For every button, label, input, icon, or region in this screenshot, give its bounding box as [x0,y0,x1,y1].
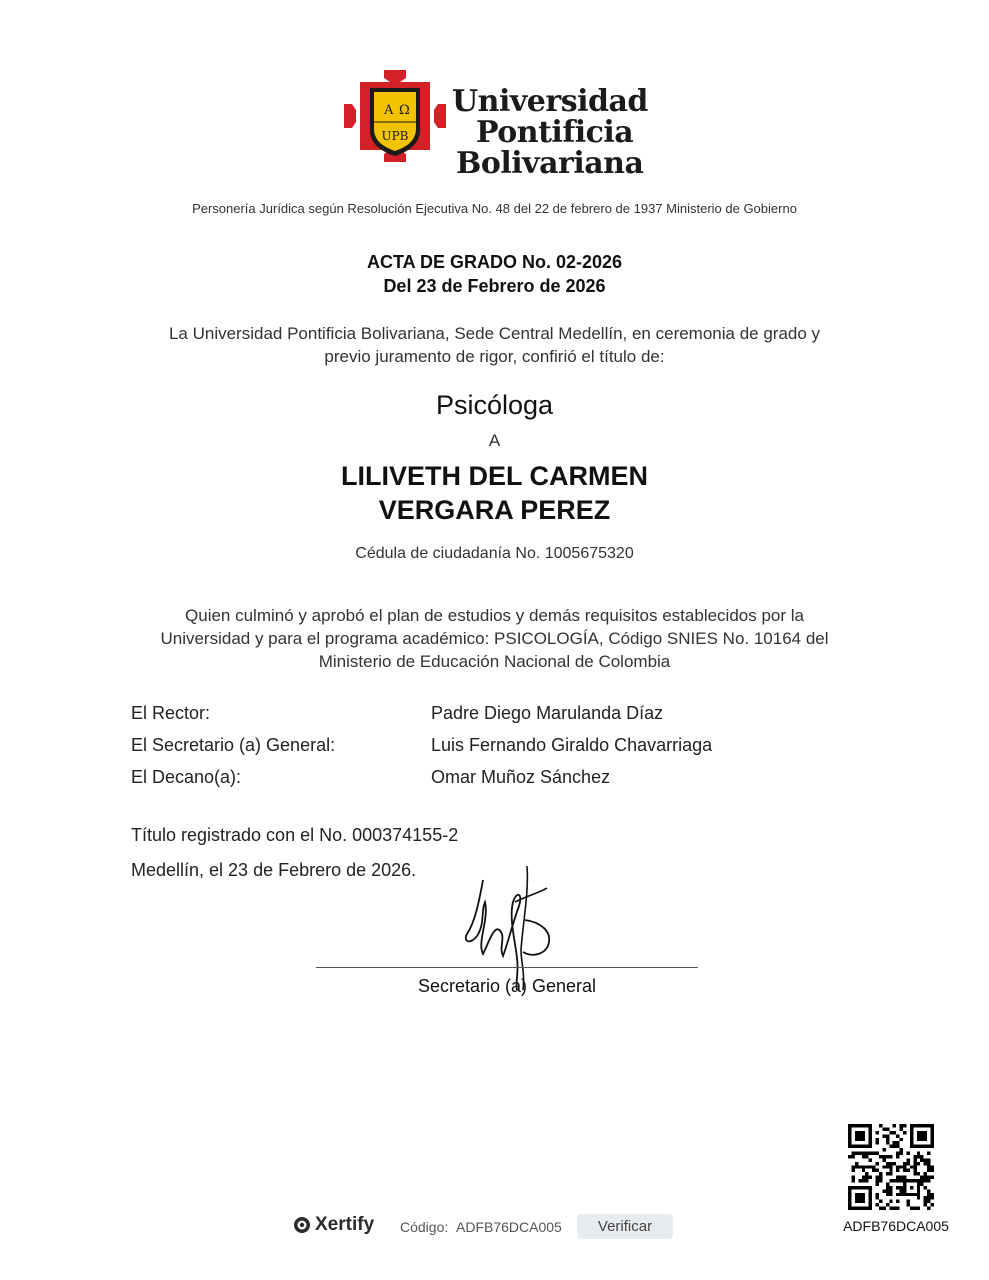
xertify-icon [293,1216,311,1234]
code-label: Código: [400,1219,449,1235]
logo-line-2: Pontificia [476,115,634,150]
program-text-line-1: Quien culminó y aprobó el plan de estudios y demás requisitos establecidos por la [185,606,804,625]
signature-line [316,967,698,968]
verify-button[interactable]: Verificar [577,1214,673,1239]
degree-title: Psicóloga [435,390,554,420]
signature-caption: Secretario (a) General [417,976,597,996]
logo-line-3: Bolivariana [456,146,644,181]
emblem-omega: Ω [399,103,410,118]
official-name-rector: Padre Diego Marulanda Díaz [431,703,664,723]
emblem-initials: UPB [381,129,409,143]
intro-line-1: La Universidad Pontificia Bolivariana, Sede Central Medellín, en ceremonia de grado y [168,324,821,343]
xertify-logo [293,1214,374,1236]
graduate-name-line-1: LILIVETH DEL CARMEN [340,461,648,491]
xertify-brand: Xertify [315,1214,375,1235]
code-value: ADFB76DCA005 [456,1219,562,1235]
to-letter: A [488,431,501,450]
university-emblem-icon [344,70,446,162]
intro-line-2: previo juramento de rigor, confirió el título de: [324,347,665,366]
official-role-dean: El Decano(a): [131,767,242,787]
official-name-dean: Omar Muñoz Sánchez [431,767,611,787]
official-role-rector: El Rector: [131,703,211,723]
program-text-line-3: Ministerio de Educación Nacional de Colombia [318,652,671,671]
logo-line-1: Universidad [452,84,648,119]
qr-code[interactable] [848,1124,934,1210]
acta-date: Del 23 de Febrero de 2026 [383,276,606,296]
graduate-id: Cédula de ciudadanía No. 1005675320 [355,545,634,562]
registration-number: Título registrado con el No. 000374155-2 [131,825,459,845]
qr-code-text: ADFB76DCA005 [843,1218,949,1234]
handwritten-signature [455,862,565,992]
legal-notice: Personería Jurídica según Resolución Ejecutiva No. 48 del 22 de febrero de 1937 Ministerio de Gobierno [192,201,797,216]
official-name-secretary: Luis Fernando Giraldo Chavarriaga [431,735,713,755]
official-role-secretary: El Secretario (a) General: [131,735,336,755]
graduate-name-line-2: VERGARA PEREZ [378,495,611,525]
acta-title: ACTA DE GRADO No. 02-2026 [366,252,623,272]
emblem-alpha: A [384,103,394,118]
university-logo-text [452,86,662,179]
program-text-line-2: Universidad y para el programa académico: PSICOLOGÍA, Código SNIES No. 10164 del [160,629,829,648]
place-date: Medellín, el 23 de Febrero de 2026. [131,860,417,880]
